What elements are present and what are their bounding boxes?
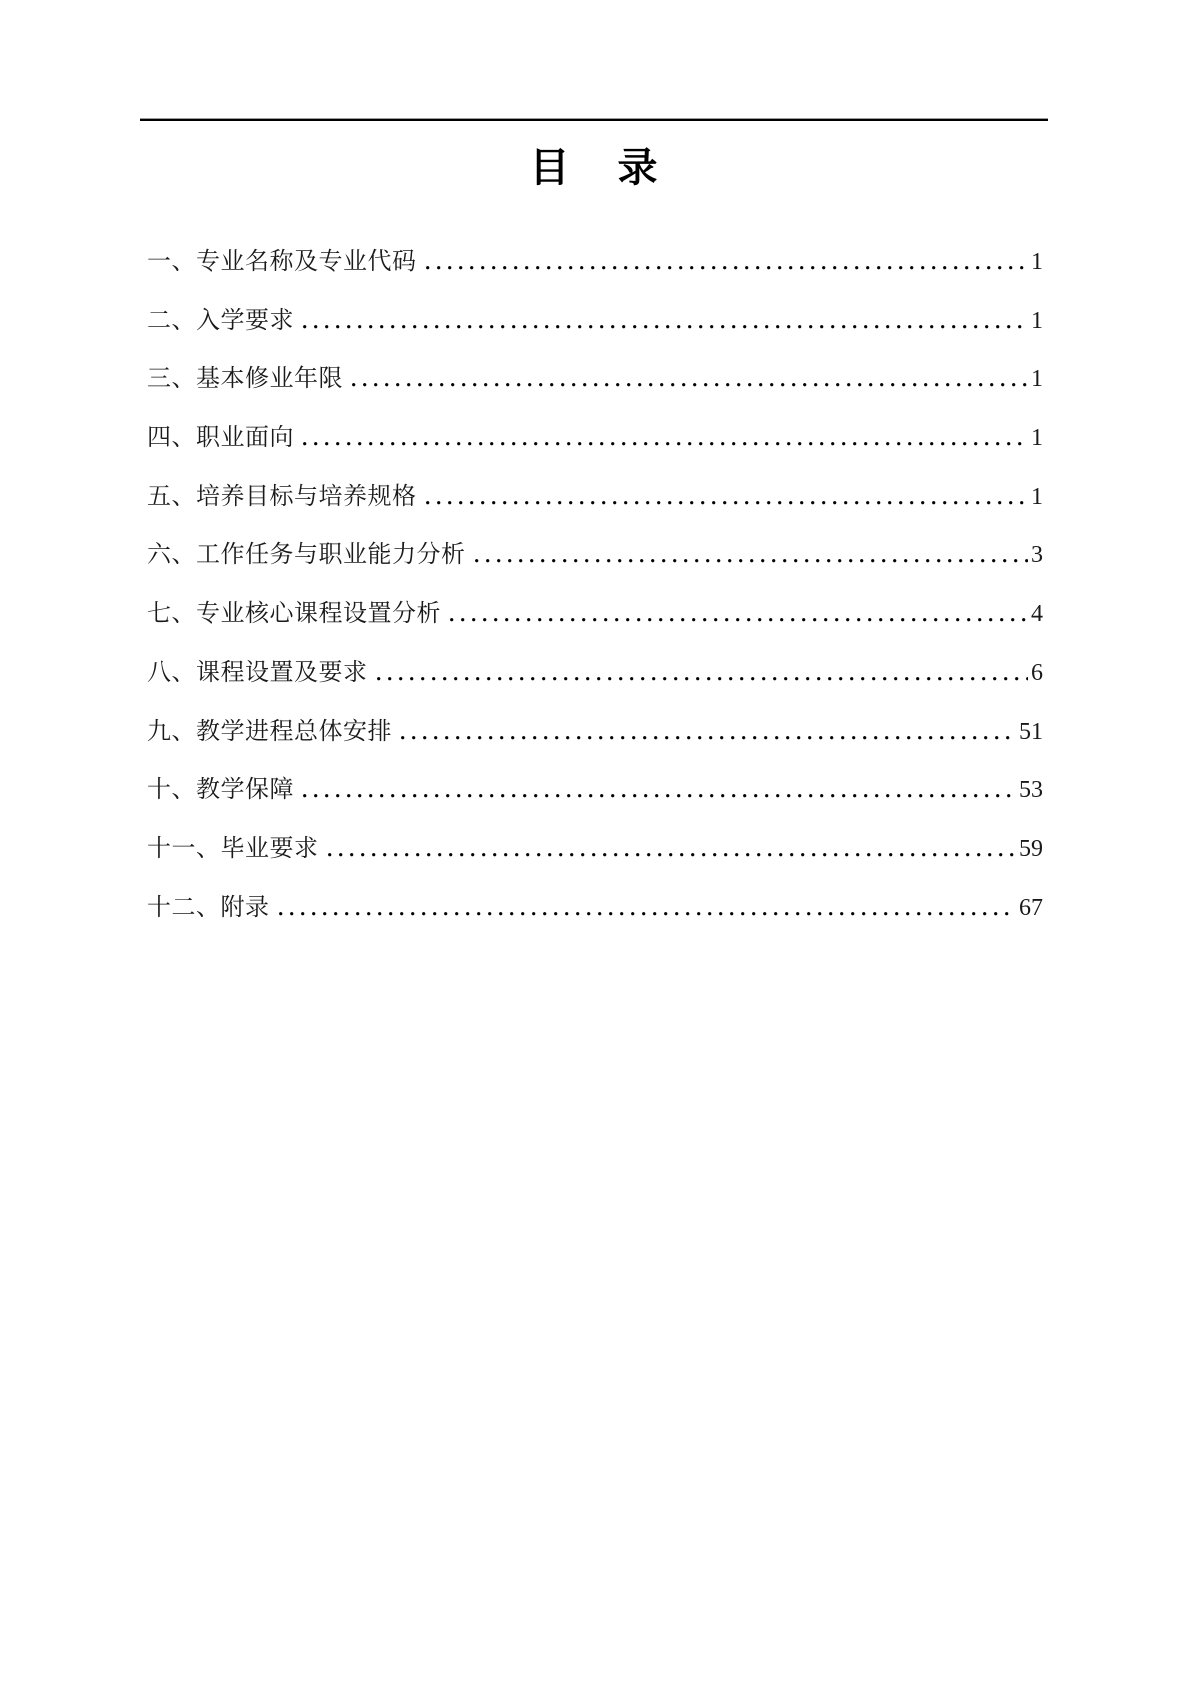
toc-entry[interactable]	[147, 468, 1043, 527]
toc-entry-page: 59	[1019, 835, 1043, 862]
toc-dot-leader	[303, 761, 1016, 820]
toc-entry-page: 67	[1019, 894, 1043, 921]
toc-entry-page: 51	[1019, 718, 1043, 745]
toc-entry-label: 二、入学要求	[147, 307, 294, 334]
toc-dot-leader	[401, 703, 1016, 762]
toc-entry[interactable]	[147, 350, 1043, 409]
toc-entry-label: 八、课程设置及要求	[147, 659, 368, 686]
toc-entry[interactable]	[147, 233, 1043, 292]
toc-entry-label: 十二、附录	[147, 894, 270, 921]
toc-dot-leader	[279, 879, 1017, 938]
toc-entry[interactable]	[147, 879, 1043, 938]
toc-entry-page: 1	[1031, 366, 1043, 393]
toc-entry-page: 3	[1031, 542, 1043, 569]
toc-entry-label: 六、工作任务与职业能力分析	[147, 542, 466, 569]
toc-entry-page: 6	[1031, 659, 1043, 686]
toc-entry[interactable]	[147, 409, 1043, 468]
toc-entry[interactable]	[147, 703, 1043, 762]
toc-entry-label: 五、培养目标与培养规格	[147, 483, 417, 510]
toc-entry[interactable]	[147, 526, 1043, 585]
toc-entry-label: 十一、毕业要求	[147, 835, 319, 862]
toc-entry[interactable]	[147, 644, 1043, 703]
toc-entry-page: 1	[1031, 249, 1043, 275]
toc-entry-label: 一、专业名称及专业代码	[147, 249, 417, 275]
toc-dot-leader	[328, 820, 1017, 879]
page-title: 目 录	[529, 145, 662, 190]
table-of-contents	[147, 233, 1043, 937]
toc-dot-leader	[475, 526, 1029, 585]
toc-entry[interactable]	[147, 292, 1043, 351]
toc-dot-leader	[426, 468, 1029, 527]
toc-entry-page: 4	[1031, 601, 1043, 628]
toc-entry-label: 十、教学保障	[147, 777, 294, 804]
toc-dot-leader	[303, 409, 1028, 468]
toc-entry-page: 1	[1031, 307, 1043, 334]
toc-entry-page: 1	[1031, 425, 1043, 452]
toc-entry-label: 九、教学进程总体安排	[147, 718, 392, 745]
toc-dot-leader	[377, 644, 1029, 703]
toc-dot-leader	[303, 292, 1028, 351]
toc-entry[interactable]	[147, 761, 1043, 820]
toc-entry-label: 七、专业核心课程设置分析	[147, 601, 441, 628]
toc-dot-leader	[352, 350, 1028, 409]
toc-dot-leader	[426, 233, 1029, 292]
toc-entry-label: 四、职业面向	[147, 425, 294, 452]
toc-entry-page: 1	[1031, 483, 1043, 510]
toc-entry-page: 53	[1019, 777, 1043, 804]
toc-entry[interactable]	[147, 585, 1043, 644]
toc-entry[interactable]	[147, 820, 1043, 879]
toc-entry-label: 三、基本修业年限	[147, 366, 343, 393]
header-rule	[140, 118, 1048, 121]
toc-dot-leader	[450, 585, 1028, 644]
